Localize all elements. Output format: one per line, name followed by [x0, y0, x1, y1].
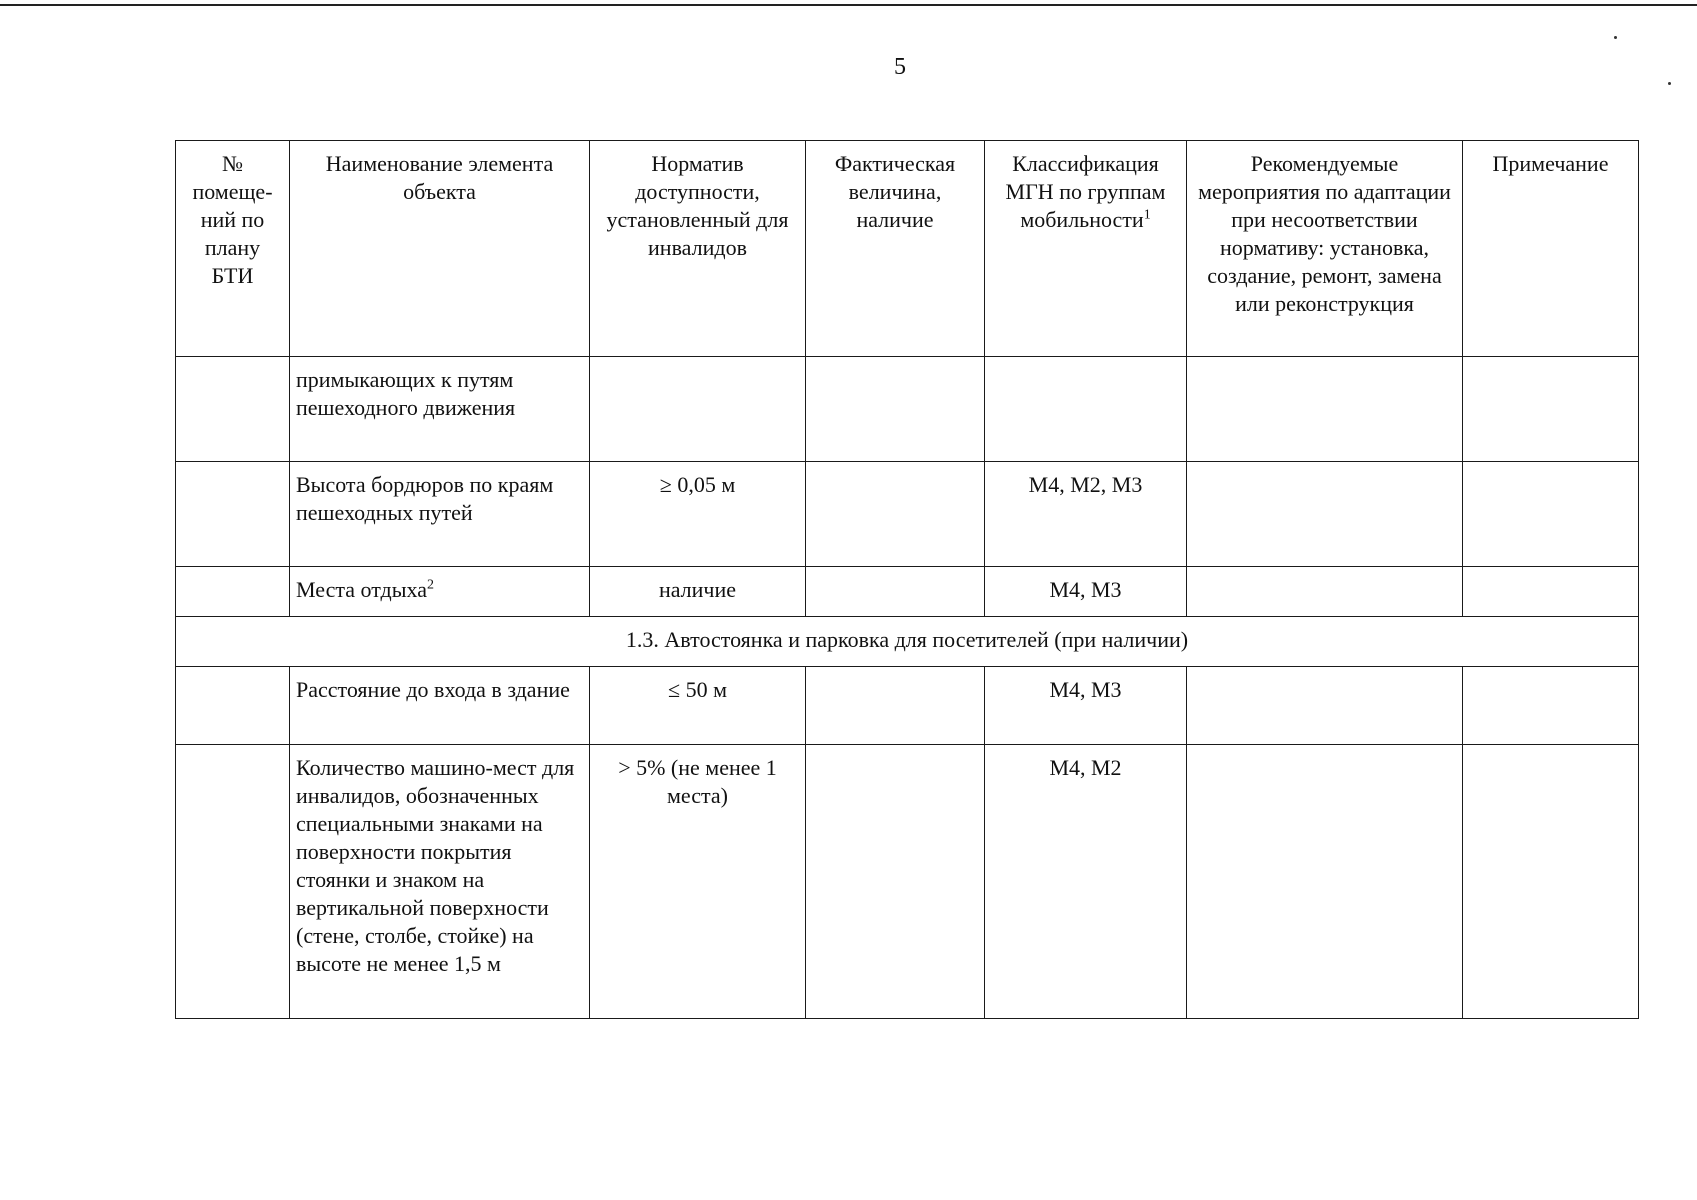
cell-measures — [1187, 462, 1463, 567]
cell-actual — [806, 745, 985, 1019]
header-cell-element-name: Наименование элемента объекта — [290, 141, 590, 357]
cell-note — [1463, 357, 1639, 462]
cell-classification: М4, М2 — [985, 745, 1187, 1019]
top-border-line — [0, 4, 1697, 6]
cell-norm — [590, 357, 806, 462]
header-cell-norm: Норматив доступности, установленный для инвалидов — [590, 141, 806, 357]
header-cell-note: Примечание — [1463, 141, 1639, 357]
header-cell-measures: Рекомендуемые мероприятия по адаптации при несоответствии нормативу: установка, создание, ремонт, замена или реконструкция — [1187, 141, 1463, 357]
cell-classification — [985, 357, 1187, 462]
cell-note — [1463, 667, 1639, 745]
cell-element-name: Места отдыха$^2$ — [290, 567, 590, 617]
cell-classification: М4, М3 — [985, 667, 1187, 745]
cell-note — [1463, 567, 1639, 617]
header-cell-room-number: № помеще-ний по плану БТИ — [176, 141, 290, 357]
table-row — [176, 567, 1639, 617]
cell-measures — [1187, 357, 1463, 462]
cell-note — [1463, 745, 1639, 1019]
accessibility-table — [175, 140, 1639, 1019]
cell-element-name: Расстояние до входа в здание — [290, 667, 590, 745]
cell-room-number — [176, 357, 290, 462]
cell-actual — [806, 567, 985, 617]
footnote-mark: 2 — [426, 577, 434, 593]
cell-room-number — [176, 462, 290, 567]
cell-norm: > 5% (не менее 1 места) — [590, 745, 806, 1019]
cell-classification: М4, М2, М3 — [985, 462, 1187, 567]
table-row — [176, 357, 1639, 462]
cell-actual — [806, 667, 985, 745]
cell-room-number — [176, 667, 290, 745]
page-number: 5 — [894, 54, 906, 80]
cell-measures — [1187, 567, 1463, 617]
cell-actual — [806, 462, 985, 567]
cell-measures — [1187, 745, 1463, 1019]
cell-measures — [1187, 667, 1463, 745]
cell-element-name: примыкающих к путям пешеходного движения — [290, 357, 590, 462]
table-row — [176, 667, 1639, 745]
section-heading: 1.3. Автостоянка и парковка для посетителей (при наличии) — [176, 617, 1639, 667]
footnote-mark: 1 — [1143, 207, 1151, 223]
cell-element-name: Высота бордюров по краям пешеходных путей — [290, 462, 590, 567]
cell-note — [1463, 462, 1639, 567]
cell-room-number — [176, 745, 290, 1019]
scan-speck — [1614, 36, 1617, 39]
table-row — [176, 462, 1639, 567]
cell-element-name: Количество машино-мест для инвалидов, обозначенных специальными знаками на поверхности покрытия стоянки и знаком на вертикальной поверхности (стене, столбе, стойке) на высоте не менее 1,5 м — [290, 745, 590, 1019]
table-row — [176, 745, 1639, 1019]
section-heading-row — [176, 617, 1639, 667]
header-cell-classification: Классификация МГН по группам мобильности$^1$ — [985, 141, 1187, 357]
scan-speck — [1668, 82, 1671, 85]
cell-room-number — [176, 567, 290, 617]
cell-classification: М4, М3 — [985, 567, 1187, 617]
cell-norm: наличие — [590, 567, 806, 617]
cell-norm: ≥ 0,05 м — [590, 462, 806, 567]
cell-norm: ≤ 50 м — [590, 667, 806, 745]
header-cell-actual: Фактическая величина, наличие — [806, 141, 985, 357]
table-header-row — [176, 141, 1639, 357]
cell-actual — [806, 357, 985, 462]
